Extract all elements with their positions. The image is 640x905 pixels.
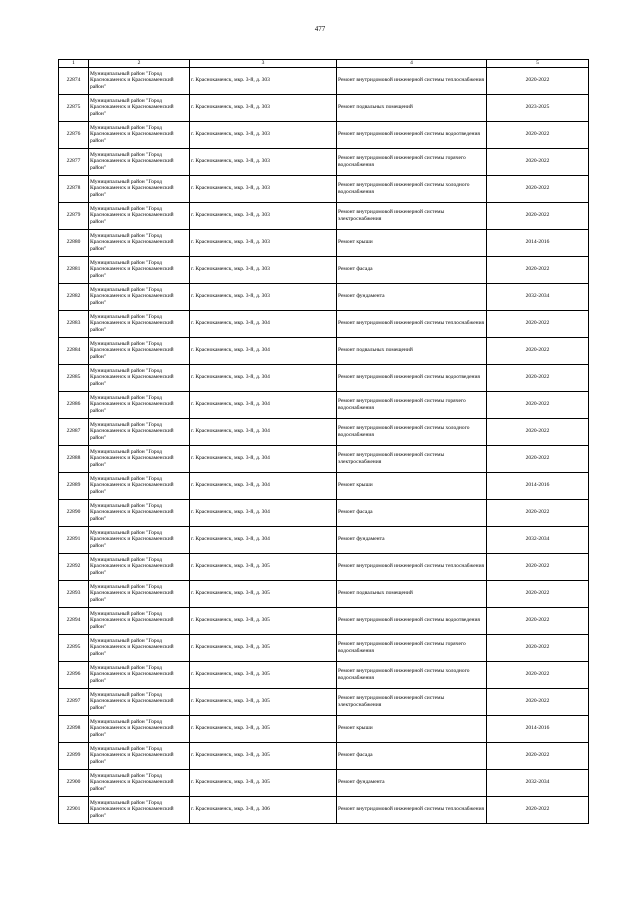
period-cell: 2020-2022 [487, 418, 589, 445]
period-cell: 2020-2022 [487, 67, 589, 94]
period-cell: 2014-2016 [487, 229, 589, 256]
address-cell: г. Краснокаменск, мкр. 3-й, д. 303 [190, 94, 337, 121]
table-row [59, 607, 589, 634]
period-cell: 2020-2022 [487, 499, 589, 526]
period-cell: 2020-2022 [487, 580, 589, 607]
municipal-district-cell: Муниципальный район "Город Краснокаменск и Краснокаменский район" [89, 796, 190, 823]
row-number-cell: 22883 [59, 310, 89, 337]
table-row [59, 391, 589, 418]
table-row [59, 94, 589, 121]
work-type-cell: Ремонт подвальных помещений [337, 94, 487, 121]
address-cell: г. Краснокаменск, мкр. 3-й, д. 303 [190, 67, 337, 94]
municipal-district-cell: Муниципальный район "Город Краснокаменск и Краснокаменский район" [89, 364, 190, 391]
work-type-cell: Ремонт фасада [337, 256, 487, 283]
row-number-cell: 22884 [59, 337, 89, 364]
work-type-cell: Ремонт внутридомовой инженерной системы горячего водоснабжения [337, 634, 487, 661]
municipal-district-cell: Муниципальный район "Город Краснокаменск и Краснокаменский район" [89, 634, 190, 661]
table-row [59, 634, 589, 661]
table-row [59, 580, 589, 607]
work-type-cell: Ремонт подвальных помещений [337, 580, 487, 607]
table-row [59, 661, 589, 688]
address-cell: г. Краснокаменск, мкр. 3-й, д. 304 [190, 445, 337, 472]
table-row [59, 526, 589, 553]
municipal-district-cell: Муниципальный район "Город Краснокаменск и Краснокаменский район" [89, 526, 190, 553]
period-cell: 2020-2022 [487, 445, 589, 472]
row-number-cell: 22901 [59, 796, 89, 823]
municipal-district-cell: Муниципальный район "Город Краснокаменск и Краснокаменский район" [89, 202, 190, 229]
row-number-cell: 22886 [59, 391, 89, 418]
period-cell: 2020-2022 [487, 202, 589, 229]
column-header: 1 [59, 60, 89, 68]
address-cell: г. Краснокаменск, мкр. 3-й, д. 304 [190, 391, 337, 418]
work-type-cell: Ремонт внутридомовой инженерной системы водоотведения [337, 121, 487, 148]
address-cell: г. Краснокаменск, мкр. 3-й, д. 305 [190, 688, 337, 715]
work-type-cell: Ремонт внутридомовой инженерной системы горячего водоснабжения [337, 391, 487, 418]
row-number-cell: 22881 [59, 256, 89, 283]
row-number-cell: 22888 [59, 445, 89, 472]
row-number-cell: 22879 [59, 202, 89, 229]
column-header: 2 [89, 60, 190, 68]
address-cell: г. Краснокаменск, мкр. 3-й, д. 304 [190, 418, 337, 445]
address-cell: г. Краснокаменск, мкр. 3-й, д. 303 [190, 202, 337, 229]
address-cell: г. Краснокаменск, мкр. 3-й, д. 303 [190, 229, 337, 256]
municipal-district-cell: Муниципальный район "Город Краснокаменск и Краснокаменский район" [89, 472, 190, 499]
municipal-district-cell: Муниципальный район "Город Краснокаменск и Краснокаменский район" [89, 337, 190, 364]
column-number-row [59, 60, 589, 68]
column-header: 3 [190, 60, 337, 68]
table-row [59, 175, 589, 202]
table-row [59, 364, 589, 391]
work-type-cell: Ремонт внутридомовой инженерной системы теплоснабжения [337, 310, 487, 337]
municipal-district-cell: Муниципальный район "Город Краснокаменск и Краснокаменский район" [89, 121, 190, 148]
period-cell: 2020-2022 [487, 742, 589, 769]
municipal-district-cell: Муниципальный район "Город Краснокаменск и Краснокаменский район" [89, 283, 190, 310]
row-number-cell: 22898 [59, 715, 89, 742]
municipal-district-cell: Муниципальный район "Город Краснокаменск и Краснокаменский район" [89, 418, 190, 445]
municipal-district-cell: Муниципальный район "Город Краснокаменск и Краснокаменский район" [89, 445, 190, 472]
address-cell: г. Краснокаменск, мкр. 3-й, д. 305 [190, 634, 337, 661]
period-cell: 2020-2022 [487, 607, 589, 634]
municipal-district-cell: Муниципальный район "Город Краснокаменск и Краснокаменский район" [89, 229, 190, 256]
period-cell: 2032-2034 [487, 283, 589, 310]
table-row [59, 67, 589, 94]
municipal-district-cell: Муниципальный район "Город Краснокаменск и Краснокаменский район" [89, 175, 190, 202]
work-type-cell: Ремонт внутридомовой инженерной системы горячего водоснабжения [337, 148, 487, 175]
period-cell: 2032-2034 [487, 769, 589, 796]
table-row [59, 229, 589, 256]
table-row [59, 256, 589, 283]
period-cell: 2014-2016 [487, 715, 589, 742]
municipal-district-cell: Муниципальный район "Город Краснокаменск и Краснокаменский район" [89, 688, 190, 715]
work-type-cell: Ремонт крыши [337, 229, 487, 256]
column-header: 4 [337, 60, 487, 68]
address-cell: г. Краснокаменск, мкр. 3-й, д. 303 [190, 148, 337, 175]
row-number-cell: 22900 [59, 769, 89, 796]
municipal-district-cell: Муниципальный район "Город Краснокаменск и Краснокаменский район" [89, 148, 190, 175]
address-cell: г. Краснокаменск, мкр. 3-й, д. 304 [190, 337, 337, 364]
period-cell: 2020-2022 [487, 148, 589, 175]
table-row [59, 202, 589, 229]
work-type-cell: Ремонт подвальных помещений [337, 337, 487, 364]
municipal-district-cell: Муниципальный район "Город Краснокаменск и Краснокаменский район" [89, 661, 190, 688]
table-row [59, 283, 589, 310]
page-number: 477 [314, 25, 326, 33]
municipal-district-cell: Муниципальный район "Город Краснокаменск и Краснокаменский район" [89, 94, 190, 121]
municipal-district-cell: Муниципальный район "Город Краснокаменск и Краснокаменский район" [89, 742, 190, 769]
work-type-cell: Ремонт фундамента [337, 769, 487, 796]
table-row [59, 121, 589, 148]
municipal-district-cell: Муниципальный район "Город Краснокаменск и Краснокаменский район" [89, 715, 190, 742]
period-cell: 2020-2022 [487, 391, 589, 418]
work-type-cell: Ремонт внутридомовой инженерной системы водоотведения [337, 607, 487, 634]
address-cell: г. Краснокаменск, мкр. 3-й, д. 305 [190, 661, 337, 688]
municipal-district-cell: Муниципальный район "Город Краснокаменск и Краснокаменский район" [89, 310, 190, 337]
row-number-cell: 22895 [59, 634, 89, 661]
table-row [59, 688, 589, 715]
row-number-cell: 22890 [59, 499, 89, 526]
table-row [59, 418, 589, 445]
row-number-cell: 22878 [59, 175, 89, 202]
row-number-cell: 22889 [59, 472, 89, 499]
address-cell: г. Краснокаменск, мкр. 3-й, д. 305 [190, 742, 337, 769]
row-number-cell: 22892 [59, 553, 89, 580]
address-cell: г. Краснокаменск, мкр. 3-й, д. 303 [190, 121, 337, 148]
column-header: 5 [487, 60, 589, 68]
address-cell: г. Краснокаменск, мкр. 3-й, д. 304 [190, 526, 337, 553]
table-row [59, 445, 589, 472]
period-cell: 2032-2034 [487, 526, 589, 553]
address-cell: г. Краснокаменск, мкр. 3-й, д. 305 [190, 553, 337, 580]
work-type-cell: Ремонт внутридомовой инженерной системы холодного водоснабжения [337, 175, 487, 202]
work-type-cell: Ремонт внутридомовой инженерной системы теплоснабжения [337, 796, 487, 823]
address-cell: г. Краснокаменск, мкр. 3-й, д. 304 [190, 364, 337, 391]
row-number-cell: 22874 [59, 67, 89, 94]
row-number-cell: 22877 [59, 148, 89, 175]
table-row [59, 148, 589, 175]
work-type-cell: Ремонт внутридомовой инженерной системы водоотведения [337, 364, 487, 391]
period-cell: 2020-2022 [487, 553, 589, 580]
row-number-cell: 22880 [59, 229, 89, 256]
address-cell: г. Краснокаменск, мкр. 3-й, д. 303 [190, 175, 337, 202]
table-row [59, 472, 589, 499]
work-type-cell: Ремонт внутридомовой инженерной системы электроснабжения [337, 688, 487, 715]
row-number-cell: 22891 [59, 526, 89, 553]
work-type-cell: Ремонт внутридомовой инженерной системы электроснабжения [337, 202, 487, 229]
period-cell: 2020-2022 [487, 175, 589, 202]
work-type-cell: Ремонт фундамента [337, 526, 487, 553]
table-body [59, 67, 589, 823]
municipal-district-cell: Муниципальный район "Город Краснокаменск и Краснокаменский район" [89, 67, 190, 94]
table-row [59, 310, 589, 337]
period-cell: 2020-2022 [487, 364, 589, 391]
table-row [59, 796, 589, 823]
table-row [59, 715, 589, 742]
period-cell: 2020-2022 [487, 337, 589, 364]
address-cell: г. Краснокаменск, мкр. 3-й, д. 303 [190, 283, 337, 310]
municipal-district-cell: Муниципальный район "Город Краснокаменск и Краснокаменский район" [89, 256, 190, 283]
row-number-cell: 22882 [59, 283, 89, 310]
period-cell: 2020-2022 [487, 256, 589, 283]
row-number-cell: 22893 [59, 580, 89, 607]
municipal-district-cell: Муниципальный район "Город Краснокаменск и Краснокаменский район" [89, 580, 190, 607]
period-cell: 2020-2022 [487, 796, 589, 823]
address-cell: г. Краснокаменск, мкр. 3-й, д. 304 [190, 472, 337, 499]
work-type-cell: Ремонт крыши [337, 472, 487, 499]
period-cell: 2020-2022 [487, 661, 589, 688]
municipal-district-cell: Муниципальный район "Город Краснокаменск и Краснокаменский район" [89, 499, 190, 526]
address-cell: г. Краснокаменск, мкр. 3-й, д. 304 [190, 499, 337, 526]
work-type-cell: Ремонт внутридомовой инженерной системы теплоснабжения [337, 553, 487, 580]
work-type-cell: Ремонт крыши [337, 715, 487, 742]
row-number-cell: 22885 [59, 364, 89, 391]
table-row [59, 553, 589, 580]
work-type-cell: Ремонт фасада [337, 742, 487, 769]
address-cell: г. Краснокаменск, мкр. 3-й, д. 306 [190, 796, 337, 823]
work-type-cell: Ремонт внутридомовой инженерной системы электроснабжения [337, 445, 487, 472]
work-type-cell: Ремонт фундамента [337, 283, 487, 310]
municipal-district-cell: Муниципальный район "Город Краснокаменск и Краснокаменский район" [89, 391, 190, 418]
address-cell: г. Краснокаменск, мкр. 3-й, д. 304 [190, 310, 337, 337]
row-number-cell: 22876 [59, 121, 89, 148]
address-cell: г. Краснокаменск, мкр. 3-й, д. 305 [190, 580, 337, 607]
address-cell: г. Краснокаменск, мкр. 3-й, д. 305 [190, 715, 337, 742]
table-row [59, 769, 589, 796]
period-cell: 2014-2016 [487, 472, 589, 499]
row-number-cell: 22887 [59, 418, 89, 445]
row-number-cell: 22899 [59, 742, 89, 769]
period-cell: 2020-2022 [487, 310, 589, 337]
period-cell: 2020-2022 [487, 634, 589, 661]
period-cell: 2023-2025 [487, 94, 589, 121]
address-cell: г. Краснокаменск, мкр. 3-й, д. 305 [190, 607, 337, 634]
row-number-cell: 22896 [59, 661, 89, 688]
address-cell: г. Краснокаменск, мкр. 3-й, д. 303 [190, 256, 337, 283]
period-cell: 2020-2022 [487, 121, 589, 148]
row-number-cell: 22894 [59, 607, 89, 634]
table-row [59, 337, 589, 364]
work-type-cell: Ремонт внутридомовой инженерной системы холодного водоснабжения [337, 661, 487, 688]
municipal-district-cell: Муниципальный район "Город Краснокаменск и Краснокаменский район" [89, 553, 190, 580]
row-number-cell: 22897 [59, 688, 89, 715]
period-cell: 2020-2022 [487, 688, 589, 715]
work-type-cell: Ремонт внутридомовой инженерной системы холодного водоснабжения [337, 418, 487, 445]
municipal-district-cell: Муниципальный район "Город Краснокаменск и Краснокаменский район" [89, 607, 190, 634]
table-row [59, 499, 589, 526]
table-row [59, 742, 589, 769]
work-type-cell: Ремонт внутридомовой инженерной системы теплоснабжения [337, 67, 487, 94]
address-cell: г. Краснокаменск, мкр. 3-й, д. 305 [190, 769, 337, 796]
repair-registry-table [58, 59, 589, 824]
row-number-cell: 22875 [59, 94, 89, 121]
work-type-cell: Ремонт фасада [337, 499, 487, 526]
municipal-district-cell: Муниципальный район "Город Краснокаменск и Краснокаменский район" [89, 769, 190, 796]
